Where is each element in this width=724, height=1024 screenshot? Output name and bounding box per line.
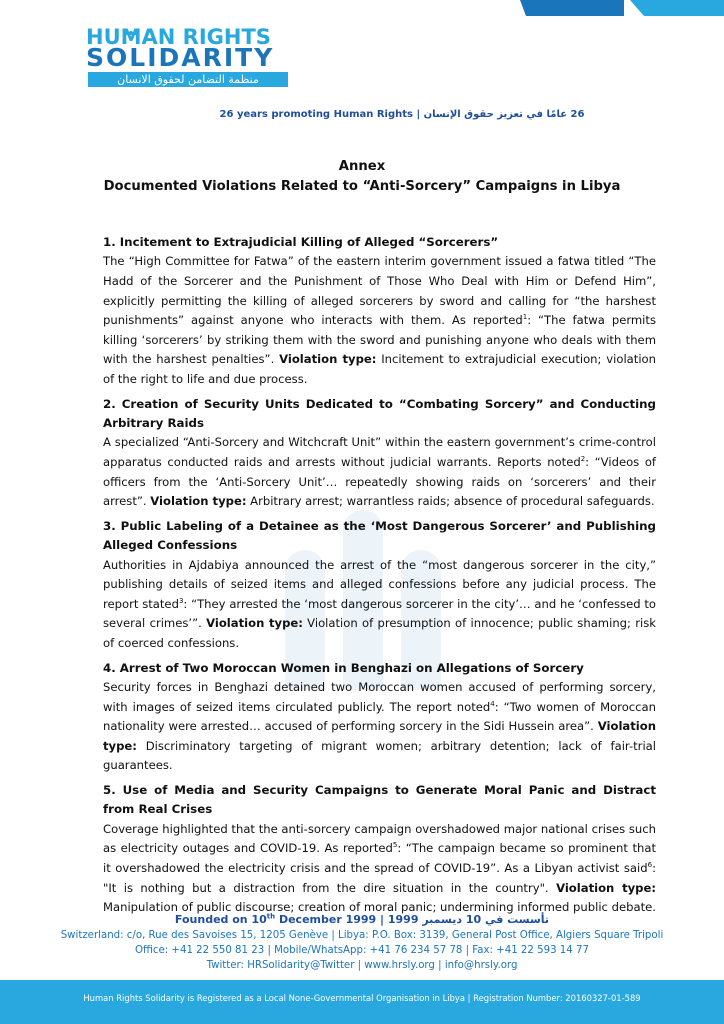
body-text: Authorities in Ajdabiya announced the arrest of the “most dangerous sorcerer in the city,” publishing details of seized items and alleged confessions before any judicial process. The report stated (103, 557, 656, 611)
body-text: Coverage highlighted that the anti-sorcery campaign overshadowed major national crises such as electricity outages and COVID-19. As reported (103, 821, 656, 856)
section-heading: 1. Incitement to Extrajudicial Killing of Alleged “Sorcerers” (103, 235, 499, 249)
logo-text-line2: SOLIDARITY (86, 43, 275, 72)
tagline (0, 109, 724, 120)
body-text: The “High Committee for Fatwa” of the eastern interim government issued a fatwa titled “The Hadd of the Sorcerer and the Punishment of Those Who Deal with Him or Defend Him”, explicitly permitting the killing of alleged sorcerers by sword and calling for “the harshest punishments” against anyone who interacts with them. As reported (103, 254, 656, 328)
violation-section (103, 233, 656, 390)
document-body (103, 233, 656, 923)
section-heading: 2. Creation of Security Units Dedicated to “Combating Sorcery” and Conducting Arbitrary Raids (103, 396, 656, 430)
section-heading: 3. Public Labeling of a Detainee as the ‘Most Dangerous Sorcerer’ and Publishing Alleged Confessions (103, 518, 656, 553)
registration-bar (0, 980, 724, 1024)
body-text: A specialized “Anti-Sorcery and Witchcraft Unit” within the eastern government’s crime-control apparatus conducted raids and arrests without judicial warrants. Reports noted (103, 435, 656, 469)
body-text: : “The fatwa permits killing ‘sorcerers’ by striking them with the sword and punishing anyone who deals with them with the harshest penalties”. (103, 313, 656, 367)
social-line: Twitter: HRSolidarity@Twitter | www.hrsly.org | info@hrsly.org (206, 960, 518, 971)
contact-line: Office: +41 22 550 81 23 | Mobile/WhatsApp: +41 76 234 57 78 | Fax: +41 22 593 14 77 (135, 945, 589, 956)
annex-title: Annex (338, 159, 386, 174)
registration-text: Human Rights Solidarity is Registered as a Local None-Governmental Organisation in Libya | Registration Number: 20160327-01-589 (83, 993, 641, 1003)
section-heading: 5. Use of Media and Security Campaigns to Generate Moral Panic and Distract from Real Crises (103, 782, 656, 817)
violation-section (103, 395, 656, 512)
footnote-ref[interactable]: 1 (522, 313, 528, 322)
violation-type-label: Violation type: (279, 352, 377, 367)
violation-type-label: Violation type: (556, 880, 656, 895)
tagline-arabic: 26 عامًا في تعزيز حقوق الإنسان (423, 109, 585, 120)
violation-type-text: Manipulation of public discourse; creation of moral panic; undermining informed public debate. (103, 900, 656, 915)
violation-type-label: Violation type: (103, 719, 656, 753)
body-text: : “Videos of officers from the ‘Anti-Sorcery Unit’… repeatedly showing raids on ‘sorcerers’ and their arrest”. (103, 454, 656, 509)
violation-type-text: Violation of presumption of innocence; public shaming; risk of coerced confessions. (103, 616, 656, 650)
tagline-separator: | (416, 109, 421, 120)
founded-text: December 1999 | (275, 913, 388, 926)
founded-text: Founded on 10 (174, 913, 267, 926)
logo-text-line1: HUMAN RIGHTS (86, 25, 271, 49)
document-title-block (0, 157, 724, 197)
footnote-ref[interactable]: 5 (392, 841, 398, 850)
section-body (103, 678, 656, 776)
violation-section (103, 517, 656, 654)
header-decor-bar-light (630, 0, 724, 16)
footnote-ref[interactable]: 4 (490, 699, 495, 708)
body-text: : “Two women of Moroccan nationality were arrested… accused of performing sorcery in the Sidi Hussein area”. (103, 699, 656, 734)
header-decor-bar-dark (520, 0, 624, 16)
organization-logo (86, 20, 296, 86)
body-text: : "It is nothing but a distraction from the dire situation in the country". (103, 860, 656, 895)
section-heading: 4. Arrest of Two Moroccan Women in Benghazi on Allegations of Sorcery (103, 660, 584, 675)
tagline-english: 26 years promoting Human Rights (219, 109, 413, 120)
section-body (103, 556, 656, 654)
founded-arabic: تأسست في 10 ديسمبر 1999 (387, 913, 550, 926)
violation-type-label: Violation type: (150, 494, 247, 509)
section-body (103, 252, 656, 389)
section-body (103, 433, 656, 511)
violation-type-text: Discriminatory targeting of migrant women; arbitrary detention; lack of fair-trial guarantees. (103, 738, 656, 773)
body-text: Security forces in Benghazi detained two Moroccan women accused of performing sorcery, with images of seized items circulated publicly. The report noted (103, 679, 656, 714)
letterhead-footer (0, 912, 724, 973)
annex-subtitle: Documented Violations Related to “Anti-Sorcery” Campaigns in Libya (103, 179, 621, 194)
logo-arabic-banner: منظمة التضامن لحقوق الانسان (88, 72, 288, 87)
body-text: : “The campaign became so prominent that it overshadowed the electricity crisis and the spread of COVID-19”. As a Libyan activist said (103, 841, 656, 875)
footnote-ref[interactable]: 2 (580, 455, 586, 464)
founded-ordinal: th (266, 912, 276, 921)
body-text: : “They arrested the ‘most dangerous sorcerer in the city’… and he ‘confessed to several crimes’”. (103, 596, 657, 631)
address-line: Switzerland: c/o, Rue des Savoises 15, 1205 Genève | Libya: P.O. Box: 3139, General Post Office, Algiers Square Tripoli (60, 930, 664, 941)
violation-type-text: Arbitrary arrest; warrantless raids; absence of procedural safeguards. (246, 494, 655, 509)
footnote-ref[interactable]: 3 (178, 596, 184, 605)
violation-type-text: Incitement to extrajudicial execution; violation of the right to life and due process. (103, 352, 656, 386)
footnote-ref[interactable]: 6 (647, 861, 653, 870)
founded-line (0, 912, 724, 928)
violation-type-label: Violation type: (206, 616, 303, 631)
violation-section (103, 659, 656, 776)
